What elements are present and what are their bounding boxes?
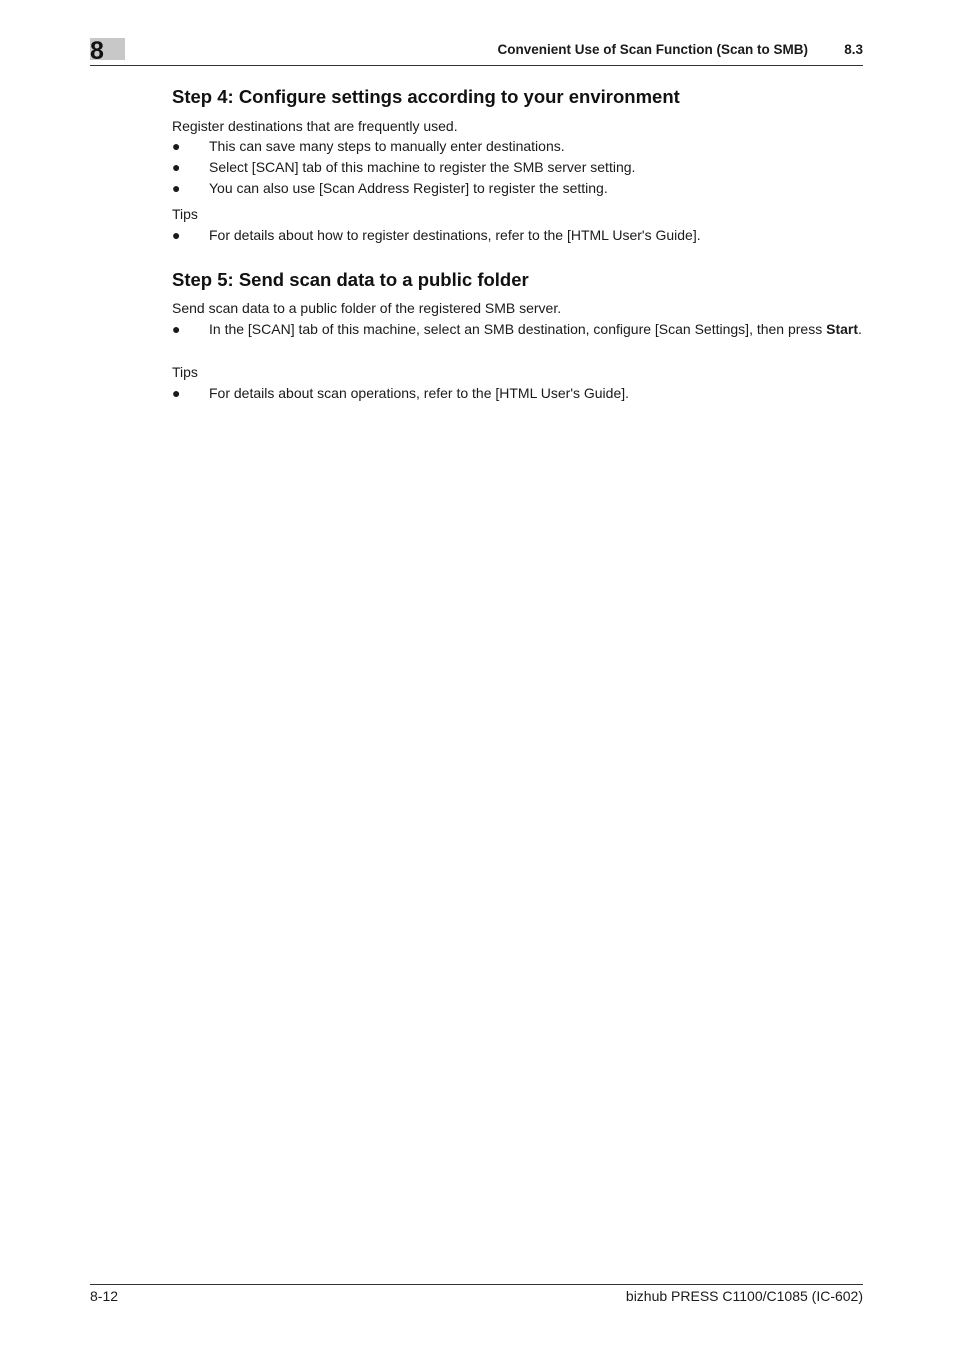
page-number: 8-12 [90, 1288, 119, 1304]
sentence-end: . [858, 321, 862, 337]
start-key-label: Start [826, 321, 859, 337]
list-item-text [209, 320, 864, 338]
running-header-section: 8.3 [844, 42, 863, 57]
step4-heading: Step 4: Configure settings according to your environment [172, 86, 680, 107]
tips-label: Tips [172, 206, 198, 222]
footer-divider [90, 1284, 863, 1285]
list-item-text: For details about scan operations, refer to the [HTML User's Guide]. [209, 385, 630, 401]
step4-intro: Register destinations that are frequently used. [172, 118, 458, 134]
list-item-text: Select [SCAN] tab of this machine to register the SMB server setting. [209, 159, 636, 175]
step5-intro: Send scan data to a public folder of the registered SMB server. [172, 300, 562, 316]
bullet-icon: ● [172, 138, 181, 154]
product-name: bizhub PRESS C1100/C1085 (IC-602) [625, 1288, 863, 1304]
list-item-text: This can save many steps to manually enter destinations. [209, 138, 565, 154]
running-header-title: Convenient Use of Scan Function (Scan to SMB) [497, 42, 808, 57]
header-divider [90, 65, 863, 66]
chapter-number: 8 [90, 37, 104, 65]
tips-label: Tips [172, 364, 198, 380]
list-item-text: For details about how to register destinations, refer to the [HTML User's Guide]. [209, 227, 701, 243]
bullet-icon: ● [172, 159, 181, 175]
bullet-icon: ● [172, 385, 181, 401]
bullet-icon: ● [172, 180, 181, 196]
bullet-icon: ● [172, 227, 181, 243]
instruction-text: In the [SCAN] tab of this machine, select an SMB destination, configure [Scan Settings], then press [209, 321, 823, 337]
bullet-icon: ● [172, 321, 181, 337]
step5-heading: Step 5: Send scan data to a public folder [172, 269, 529, 290]
list-item-text: You can also use [Scan Address Register] to register the setting. [209, 180, 608, 196]
